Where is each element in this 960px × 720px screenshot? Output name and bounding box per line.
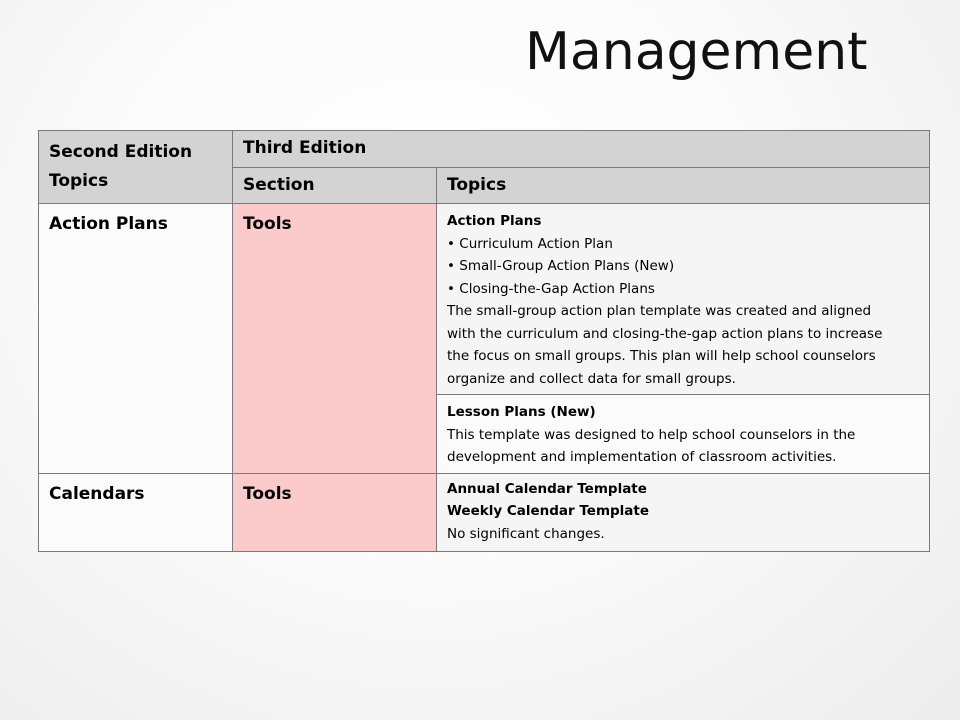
row-topic: Calendars bbox=[49, 483, 145, 504]
topics-cell bbox=[437, 395, 930, 474]
header-third-edition bbox=[233, 131, 930, 168]
table-row bbox=[39, 473, 930, 552]
block-heading: Action Plans bbox=[447, 213, 542, 229]
block-description: The small-group action plan template was created and aligned with the curriculum and closing-the-gap action plans to increase the focus on small groups. This plan will help school counselors organize and collect data for small groups. bbox=[447, 303, 883, 387]
table-row bbox=[39, 204, 930, 395]
header-section bbox=[233, 167, 437, 204]
header-topics-label: Topics bbox=[447, 174, 507, 195]
block-description: This template was designed to help school counselors in the development and implementation of classroom activities. bbox=[447, 426, 856, 465]
row-section: Tools bbox=[243, 483, 292, 504]
row-topic-cell bbox=[39, 473, 233, 552]
row-section-cell bbox=[233, 473, 437, 552]
list-item: • Small-Group Action Plans (New) bbox=[447, 255, 919, 278]
topics-cell bbox=[437, 204, 930, 395]
block-heading: Lesson Plans (New) bbox=[447, 404, 596, 420]
row-section: Tools bbox=[243, 214, 292, 234]
header-third-edition-label: Third Edition bbox=[243, 138, 367, 158]
list-item: • Closing-the-Gap Action Plans bbox=[447, 278, 919, 301]
header-section-label: Section bbox=[243, 174, 315, 195]
topics-cell bbox=[437, 473, 930, 552]
slide-title: Management bbox=[525, 22, 868, 82]
header-second-edition-label: Second Edition Topics bbox=[49, 142, 193, 191]
block-heading: Annual Calendar Template bbox=[447, 480, 647, 497]
block-description: No significant changes. bbox=[447, 525, 605, 542]
block-heading: Weekly Calendar Template bbox=[447, 503, 650, 519]
list-item: • Curriculum Action Plan bbox=[447, 233, 919, 256]
row-section-cell bbox=[233, 204, 437, 474]
row-topic: Action Plans bbox=[49, 214, 168, 234]
header-topics bbox=[437, 167, 930, 204]
row-topic-cell bbox=[39, 204, 233, 474]
management-table bbox=[38, 130, 930, 552]
header-second-edition bbox=[39, 131, 233, 204]
